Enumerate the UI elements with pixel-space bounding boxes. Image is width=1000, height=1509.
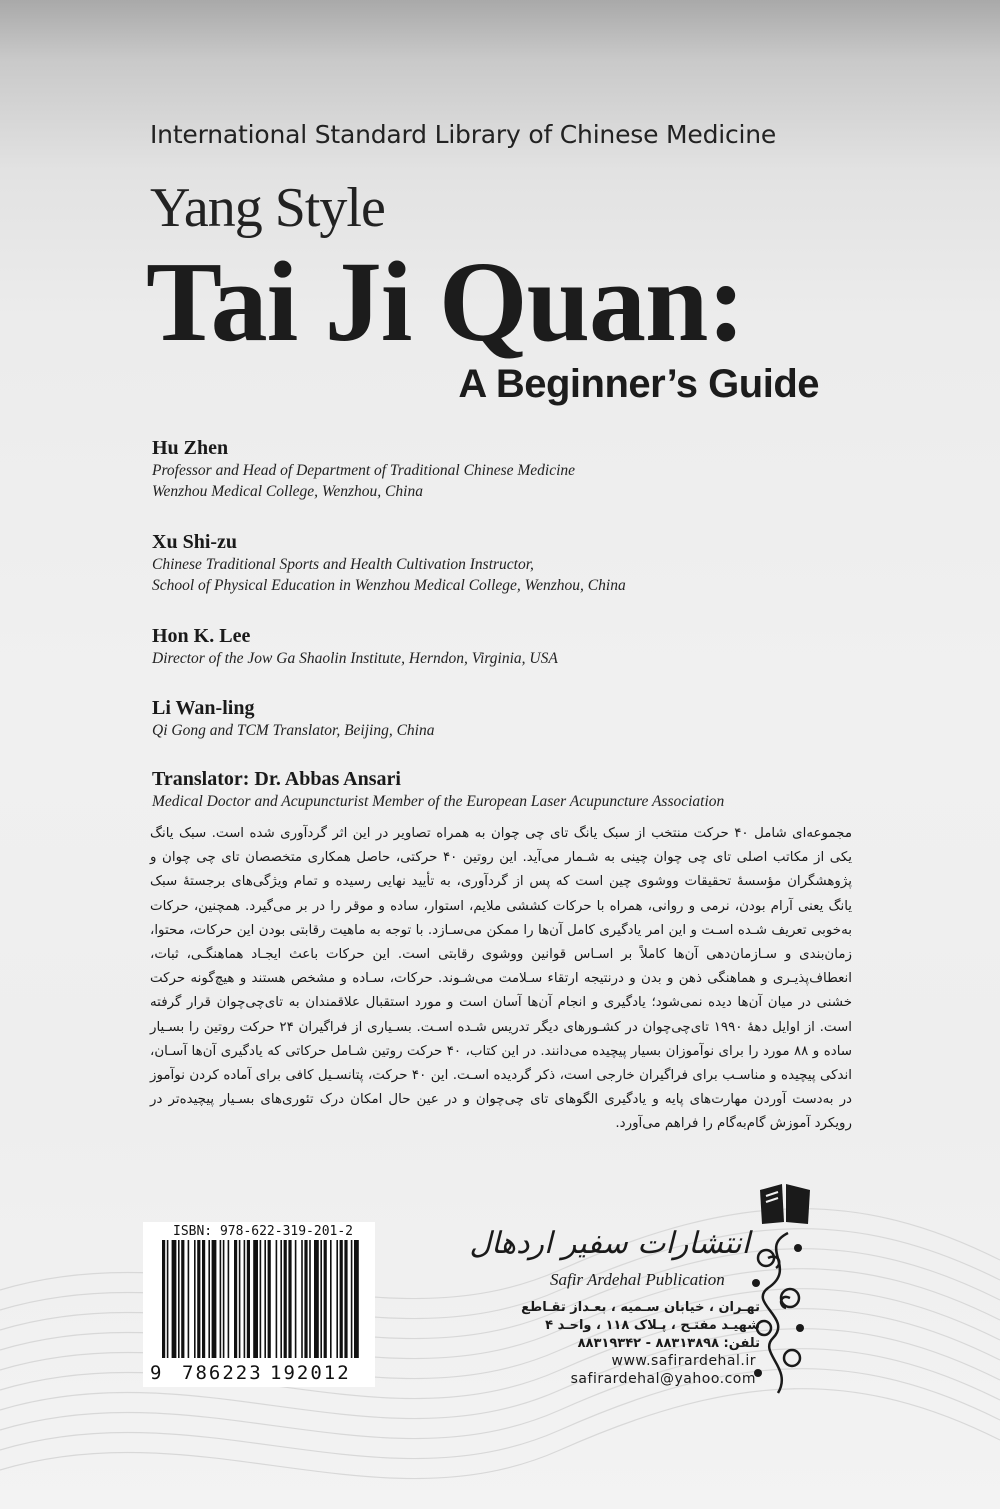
barcode-bar [212,1240,217,1358]
persian-description: مجموعه‌ای شامل ۴۰ حرکت منتخب از سبک یانگ تای چی چوان به همراه تصاویر در این اثر گردآوری شده است. سبک یانگ یکی از مکاتب اصلی تای چی چوان چینی به شـمار می‌آید. این روتین ۴۰ حرکتی، حاصل همکاری متخصصان تای چی چوان و پژوهشگران مؤسسهٔ تحقیقات ووشوی چین است که پس از گردآوری، به تأیید نهایی رسیده و تمام ویژگی‌های برجستهٔ سبک یانگ یعنی آرام بودن، نرمی و روانی، همراه با حرکات کششی ملایم، استوار، ساده و موقر را در بر می‌گیرد. همچنین، حرکات به‌خوبی تعریف شـده اسـت و این امر یادگیری کامل آن‌ها را ممکن می‌سـازد. با توجه به ماهیت رقابتی بودن این حرکات، محتوا، زمان‌بندی و سـازمان‌دهی آن‌ها کاملاً بر اسـاس قوانین ووشوی رقابتی است. این حرکات باعث ایجـاد هماهنگـی، ثبات، انعطاف‌پذیـری و هماهنگی ذهن و بدن و درنتیجه ارتقاء سـلامت می‌شـوند. حرکات، سـاده و مشخص هستند و هیچ‌گونه حرکت خشنی در میان آن‌ها دیده نمی‌شود؛ یادگیری و انجام آن‌ها آسان است و مورد استقبال علاقمندان به تای‌چی‌چوان قرار گرفته است. از اوایل دههٔ ۱۹۹۰ تای‌چی‌چوان در کشـورهای دیگر تدریس شـده اسـت. بسـیاری از فراگیران ۲۴ حرکت روتین را بسـیار ساده و ۸۸ مورد را برای نوآموزان بسیار پیچیده می‌دانند. در این کتاب، ۴۰ حرکت روتین شـامل حرکاتی که یادگیری آن‌ها آسـان، اندکی پیچیده و مناسـب برای فراگیران خارجی است، ذکر گردیده اسـت. این ۴۰ حرکت، پتانسـیل کافی برای آماده کردن نوآموز در به‌دست آوردن مهارت‌های پایه و یادگیری الگوهای تای چی‌چوان و در عین حال امکان درک تئوری‌های بسـیار پیچیده‌تر در رویکرد آموزش گام‌به‌گام را فراهم می‌آورد. [150,826,853,1132]
barcode-bars [160,1240,360,1366]
author-affiliation: Director of the Jow Ga Shaolin Institute, Herndon, Virginia, USA [152,650,558,667]
barcode-bar [172,1240,177,1358]
barcode-bar [304,1240,307,1358]
series-title: International Standard Library of Chinese Medicine [150,120,777,149]
barcode-bar [181,1240,184,1358]
barcode-bar [220,1240,222,1358]
isbn-label: ISBN: 978-622-319-201-2 [173,1224,354,1239]
publisher-phone: تلفن: ۸۸۳۱۳۸۹۸ - ۸۸۳۱۹۳۴۲ [577,1336,760,1351]
barcode-bar [178,1240,180,1358]
author-affiliation: Qi Gong and TCM Translator, Beijing, China [152,722,435,739]
barcode-bar [223,1240,225,1358]
author-block-hon-k-lee [152,624,558,669]
publisher-address-line2: شهیـد مفتـح ، پـلاک ۱۱۸ ، واحـد ۴ [545,1318,760,1333]
barcode-bar [162,1240,165,1358]
publisher-name-english: Safir Ardehal Publication [550,1270,725,1289]
barcode-bar [276,1240,278,1358]
translator-affiliation: Medical Doctor and Acupuncturist Member of the European Laser Acupuncture Association [152,793,725,810]
author-name: Hon K. Lee [152,625,251,647]
barcode-bar [354,1240,359,1358]
barcode-bar [197,1240,200,1358]
author-name: Li Wan-ling [152,697,255,719]
barcode-bar [264,1240,266,1358]
barcode-bar [314,1240,319,1358]
publisher-name-persian: انتشارات سفیر اردهال [469,1226,750,1261]
author-name: Xu Shi-zu [152,531,238,553]
barcode-bar [340,1240,343,1358]
barcode-bar [351,1240,353,1358]
barcode-bar [301,1240,303,1358]
author-block-xu-shi-zu [152,530,626,596]
publisher-email[interactable]: safirardehal@yahoo.com [570,1371,756,1387]
barcode-digit-first: 9 [150,1362,162,1384]
barcode-bar [194,1240,196,1358]
title-line-yang-style: Yang Style [150,177,385,239]
barcode-bar [344,1240,347,1358]
barcode-bar [309,1240,311,1358]
publisher-address-line1: تهـران ، خیابان سـمیه ، بعـداز تقـاطع [521,1300,760,1315]
barcode-bar [188,1240,190,1358]
publisher-website[interactable]: www.safirardehal.ir [611,1353,756,1369]
barcode-bar [288,1240,291,1358]
subtitle: A Beginner’s Guide [458,362,819,406]
author-affiliation: School of Physical Education in Wenzhou Medical College, Wenzhou, China [152,577,626,594]
author-block-hu-zhen [152,436,575,502]
barcode-bar [284,1240,287,1358]
barcode-bar [280,1240,282,1358]
author-affiliation: Professor and Head of Department of Traditional Chinese Medicine [152,462,576,479]
barcode-bar [320,1240,322,1358]
barcode-bar [234,1240,237,1358]
author-block-li-wan-ling [152,696,434,741]
barcode-bar [247,1240,250,1358]
barcode-bar [244,1240,246,1358]
author-affiliation: Wenzhou Medical College, Wenzhou, China [152,483,423,500]
barcode-digits-right: 192012 [270,1362,351,1384]
barcode-bar [167,1240,169,1358]
barcode-bar [260,1240,262,1358]
barcode-digits-left: 786223 [182,1362,263,1384]
author-name: Hu Zhen [152,437,229,459]
title-line-tai-ji-quan: Tai Ji Quan: [146,238,745,365]
barcode-bar [253,1240,258,1358]
barcode-bar [208,1240,210,1358]
publisher-book-logo [756,1182,814,1226]
translator-name: Translator: Dr. Abbas Ansari [152,768,401,790]
barcode-bar [239,1240,241,1358]
barcode-bar [324,1240,327,1358]
barcode-bar [268,1240,271,1358]
author-block-translator [152,767,724,812]
author-affiliation: Chinese Traditional Sports and Health Cultivation Instructor, [152,556,534,573]
barcode-bar [202,1240,205,1358]
barcode-bar [330,1240,332,1358]
barcode-bar [336,1240,338,1358]
barcode-bar [295,1240,297,1358]
barcode-bar [228,1240,230,1358]
